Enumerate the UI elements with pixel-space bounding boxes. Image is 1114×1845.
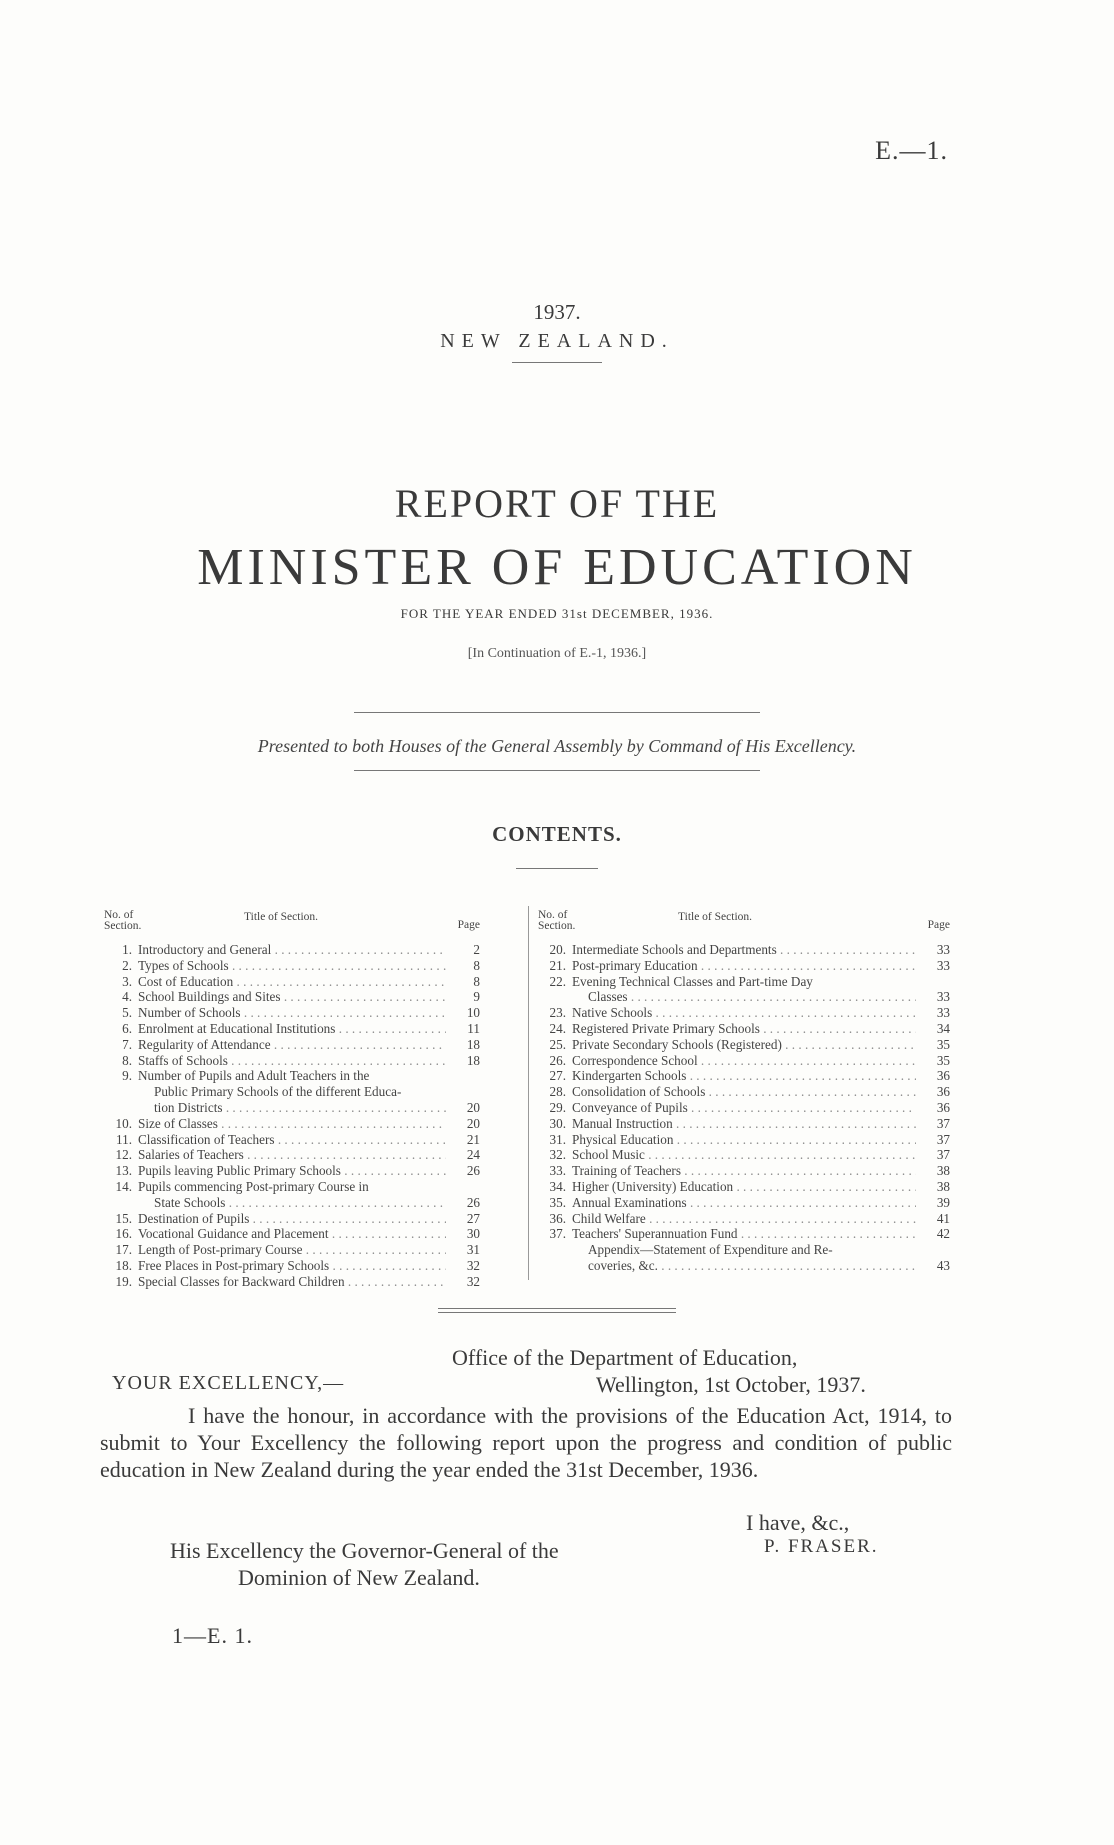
- section-title: Number of Schools . . .: [138, 1005, 446, 1021]
- section-number: 6.: [122, 1020, 132, 1036]
- section-page: 39: [936, 1194, 950, 1210]
- contents-entry: [104, 1258, 480, 1274]
- section-page: 33: [936, 957, 950, 973]
- footer-code: 1—E. 1.: [172, 1623, 253, 1648]
- contents-entry: [104, 974, 480, 990]
- contents-entry: [538, 1258, 950, 1274]
- divider: [438, 1312, 676, 1313]
- col-header-title: Title of Section.: [244, 911, 319, 923]
- section-title: Evening Technical Classes and Part-time Day: [572, 973, 813, 989]
- section-title: Registered Private Primary Schools . . .: [572, 1021, 916, 1037]
- contents-entry: [104, 1084, 480, 1100]
- contents-entry: [538, 958, 950, 974]
- section-number: 9.: [122, 1068, 132, 1084]
- section-number: 14.: [115, 1178, 132, 1194]
- section-title: State Schools . . .: [154, 1195, 446, 1211]
- section-number: 10.: [115, 1115, 132, 1131]
- section-page: 34: [936, 1020, 950, 1036]
- section-number: 33.: [549, 1163, 566, 1179]
- section-title: Classification of Teachers . . .: [138, 1132, 446, 1148]
- section-page: 35: [936, 1036, 950, 1052]
- contents-entry: [538, 1163, 950, 1179]
- section-title: Length of Post-primary Course . . .: [138, 1242, 446, 1258]
- section-title: Annual Examinations . . .: [572, 1195, 916, 1211]
- section-title: Kindergarten Schools . . .: [572, 1068, 916, 1084]
- continuation-note: [In Continuation of E.-1, 1936.]: [467, 646, 647, 661]
- section-page: 33: [936, 989, 950, 1005]
- section-page: 38: [936, 1178, 950, 1194]
- contents-entry: [538, 1100, 950, 1116]
- section-number: 2.: [122, 957, 132, 973]
- letter-body: I have the honour, in accordance with the provisions of the Education Act, 1914, to submit to Your Excellency the following report upon the progress and condition of public education in New Zealand during the year ended the 31st December, 1936.: [100, 1403, 952, 1482]
- section-page: 8: [473, 973, 480, 989]
- title-line-2: MINISTER OF EDUCATION: [197, 539, 917, 596]
- country-heading: NEW ZEALAND.: [440, 330, 674, 352]
- contents-entry: [538, 1116, 950, 1132]
- section-number: 30.: [549, 1115, 566, 1131]
- section-page: 38: [936, 1163, 950, 1179]
- contents-column-header: [538, 906, 950, 942]
- section-title: Native Schools . . .: [572, 1005, 916, 1021]
- contents-column-header: [104, 906, 480, 942]
- contents-entry: [538, 1021, 950, 1037]
- contents-entry: [538, 1084, 950, 1100]
- section-title: School Buildings and Sites . . .: [138, 989, 446, 1005]
- section-page: 10: [466, 1005, 480, 1021]
- section-title: Size of Classes . . .: [138, 1116, 446, 1132]
- section-title: Destination of Pupils . . .: [138, 1211, 446, 1227]
- contents-left-column: [104, 906, 480, 1290]
- contents-entry: [538, 1211, 950, 1227]
- section-number: 17.: [115, 1242, 132, 1258]
- contents-entry: [538, 1037, 950, 1053]
- section-number: 15.: [115, 1210, 132, 1226]
- section-title: Special Classes for Backward Children . . .: [138, 1274, 446, 1290]
- section-title: Manual Instruction . . .: [572, 1116, 916, 1132]
- section-title: Correspondence School . . .: [572, 1053, 916, 1069]
- section-page: 27: [466, 1210, 480, 1226]
- divider: [354, 770, 760, 771]
- contents-entry: [538, 974, 950, 990]
- divider: [512, 362, 602, 363]
- contents-entry: [538, 1132, 950, 1148]
- contents-entry: [538, 1147, 950, 1163]
- presented-line: Presented to both Houses of the General Assembly by Command of His Excellency.: [257, 736, 857, 756]
- section-title: Pupils leaving Public Primary Schools . . .: [138, 1163, 446, 1179]
- section-number: 27.: [549, 1068, 566, 1084]
- section-number: 35.: [549, 1194, 566, 1210]
- section-number: 22.: [549, 973, 566, 989]
- contents-entry: [104, 1179, 480, 1195]
- section-page: 30: [466, 1226, 480, 1242]
- contents-entry: [538, 1195, 950, 1211]
- section-page: 11: [467, 1020, 480, 1036]
- contents-entry: [538, 1179, 950, 1195]
- contents-entry: [104, 1021, 480, 1037]
- section-title: School Music . . .: [572, 1147, 916, 1163]
- contents-entry: [104, 942, 480, 958]
- contents-entry: [104, 958, 480, 974]
- section-title: Salaries of Teachers . . .: [138, 1147, 446, 1163]
- section-number: 26.: [549, 1052, 566, 1068]
- section-title: tion Districts . . .: [154, 1100, 446, 1116]
- contents-entry: [104, 1211, 480, 1227]
- col-header-title: Title of Section.: [678, 911, 753, 923]
- section-page: 36: [936, 1084, 950, 1100]
- contents-entry: [104, 1068, 480, 1084]
- divider: [516, 868, 598, 869]
- section-number: 28.: [549, 1084, 566, 1100]
- divider: [438, 1308, 676, 1309]
- col-header-no: No. of Section.: [104, 909, 142, 932]
- section-title: Appendix—Statement of Expenditure and Re-: [588, 1242, 833, 1258]
- contents-entry: [104, 1116, 480, 1132]
- section-number: 25.: [549, 1036, 566, 1052]
- section-page: 36: [936, 1099, 950, 1115]
- section-title: coveries, &c. . . .: [588, 1258, 916, 1274]
- section-number: 31.: [549, 1131, 566, 1147]
- section-title: Number of Pupils and Adult Teachers in the: [138, 1068, 370, 1084]
- section-title: Conveyance of Pupils . . .: [572, 1100, 916, 1116]
- contents-entry: [104, 1147, 480, 1163]
- col-header-page: Page: [927, 919, 950, 931]
- section-title: Private Secondary Schools (Registered) . . .: [572, 1037, 916, 1053]
- section-page: 37: [936, 1115, 950, 1131]
- section-title: Child Welfare . . .: [572, 1211, 916, 1227]
- section-number: 23.: [549, 1005, 566, 1021]
- section-number: 5.: [122, 1005, 132, 1021]
- section-number: 37.: [549, 1226, 566, 1242]
- section-title: Teachers' Superannuation Fund . . .: [572, 1226, 916, 1242]
- section-page: 31: [466, 1242, 480, 1258]
- contents-entry: [104, 1163, 480, 1179]
- section-number: 34.: [549, 1178, 566, 1194]
- section-title: Introductory and General . . .: [138, 942, 446, 958]
- section-page: 42: [936, 1226, 950, 1242]
- section-number: 16.: [115, 1226, 132, 1242]
- section-page: 21: [466, 1131, 480, 1147]
- section-number: 21.: [549, 957, 566, 973]
- section-page: 35: [936, 1052, 950, 1068]
- section-title: Physical Education . . .: [572, 1132, 916, 1148]
- section-page: 18: [466, 1052, 480, 1068]
- report-subtitle: FOR THE YEAR ENDED 31st DECEMBER, 1936.: [400, 606, 714, 621]
- section-title: Enrolment at Educational Institutions . . .: [138, 1021, 446, 1037]
- contents-entry: [538, 989, 950, 1005]
- section-page: 32: [466, 1257, 480, 1273]
- section-page: 26: [466, 1194, 480, 1210]
- section-page: 36: [936, 1068, 950, 1084]
- section-number: 19.: [115, 1273, 132, 1289]
- section-title: Types of Schools . . .: [138, 958, 446, 974]
- salutation: YOUR EXCELLENCY,—: [112, 1372, 345, 1394]
- contents-entry: [538, 1005, 950, 1021]
- section-title: Public Primary Schools of the different Educa-: [154, 1084, 402, 1100]
- contents-heading: CONTENTS.: [492, 822, 622, 846]
- report-year: 1937.: [533, 300, 581, 324]
- section-page: 41: [936, 1210, 950, 1226]
- letter-closing: I have, &c.,: [746, 1510, 850, 1535]
- section-number: 13.: [115, 1163, 132, 1179]
- contents-entry: [538, 1242, 950, 1258]
- section-title: Classes . . .: [588, 989, 916, 1005]
- section-title: Post-primary Education . . .: [572, 958, 916, 974]
- contents-entry: [538, 1226, 950, 1242]
- contents-entry: [104, 1132, 480, 1148]
- title-line-1: REPORT OF THE: [394, 481, 720, 526]
- section-number: 24.: [549, 1020, 566, 1036]
- addressee-line-1: His Excellency the Governor-General of the: [170, 1538, 559, 1563]
- contents-entry: [538, 1053, 950, 1069]
- section-number: 18.: [115, 1257, 132, 1273]
- addressee-line-2: Dominion of New Zealand.: [238, 1565, 480, 1590]
- section-page: 20: [466, 1099, 480, 1115]
- contents-entry: [538, 942, 950, 958]
- section-number: 7.: [122, 1036, 132, 1052]
- section-title: Higher (University) Education . . .: [572, 1179, 916, 1195]
- section-title: Intermediate Schools and Departments . . .: [572, 942, 916, 958]
- section-page: 24: [466, 1147, 480, 1163]
- section-page: 33: [936, 942, 950, 957]
- contents-entry: [104, 1053, 480, 1069]
- section-page: 20: [466, 1115, 480, 1131]
- section-page: 26: [466, 1163, 480, 1179]
- section-title: Free Places in Post-primary Schools . . .: [138, 1258, 446, 1274]
- section-page: 33: [936, 1005, 950, 1021]
- column-divider: [528, 906, 529, 1280]
- section-number: 32.: [549, 1147, 566, 1163]
- section-page: 37: [936, 1131, 950, 1147]
- section-title: Consolidation of Schools . . .: [572, 1084, 916, 1100]
- section-number: 4.: [122, 989, 132, 1005]
- col-header-no: No. of Section.: [538, 909, 576, 932]
- contents-entry: [104, 1005, 480, 1021]
- section-number: 8.: [122, 1052, 132, 1068]
- section-title: Staffs of Schools . . .: [138, 1053, 446, 1069]
- office-address: Office of the Department of Education,: [452, 1345, 798, 1370]
- section-page: 8: [473, 957, 480, 973]
- signature: P. FRASER.: [764, 1536, 879, 1557]
- contents-entry: [538, 1068, 950, 1084]
- contents-entry: [104, 1195, 480, 1211]
- office-date: Wellington, 1st October, 1937.: [596, 1372, 866, 1397]
- section-title: Pupils commencing Post-primary Course in: [138, 1178, 369, 1194]
- section-page: 37: [936, 1147, 950, 1163]
- contents-entry: [104, 1037, 480, 1053]
- contents-entry: [104, 1100, 480, 1116]
- contents-right-column: [538, 906, 950, 1274]
- section-page: 2: [473, 942, 480, 957]
- section-number: 20.: [549, 942, 566, 957]
- document-code: E.—1.: [875, 136, 948, 165]
- section-number: 12.: [115, 1147, 132, 1163]
- section-page: 32: [466, 1273, 480, 1289]
- section-page: 18: [466, 1036, 480, 1052]
- contents-entry: [104, 1226, 480, 1242]
- section-number: 29.: [549, 1099, 566, 1115]
- section-title: Regularity of Attendance . . .: [138, 1037, 446, 1053]
- contents-entry: [104, 1274, 480, 1290]
- section-number: 3.: [122, 973, 132, 989]
- contents-entry: [104, 989, 480, 1005]
- section-number: 1.: [122, 942, 132, 957]
- section-page: 43: [936, 1257, 950, 1273]
- section-number: 11.: [116, 1131, 132, 1147]
- section-title: Training of Teachers . . .: [572, 1163, 916, 1179]
- section-page: 9: [473, 989, 480, 1005]
- section-title: Cost of Education . . .: [138, 974, 446, 990]
- section-number: 36.: [549, 1210, 566, 1226]
- section-title: Vocational Guidance and Placement . . .: [138, 1226, 446, 1242]
- divider: [354, 712, 760, 713]
- col-header-page: Page: [457, 919, 480, 931]
- contents-entry: [104, 1242, 480, 1258]
